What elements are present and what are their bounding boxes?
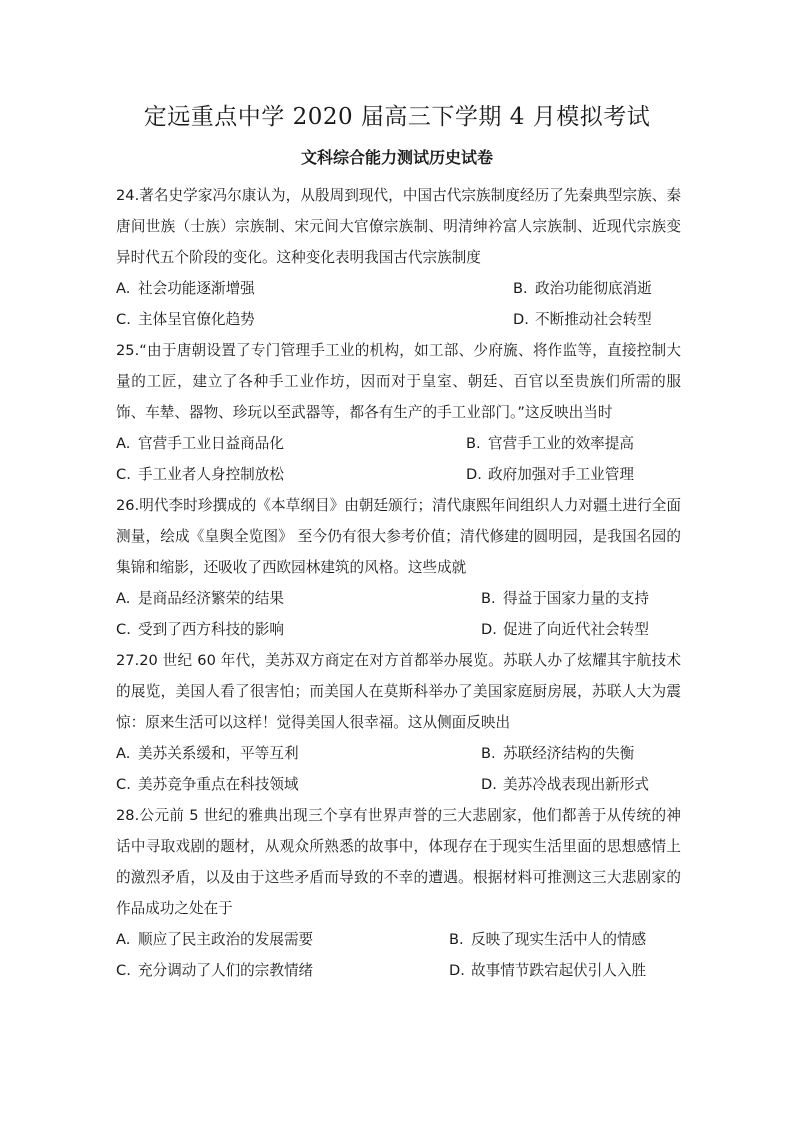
question-list: [116, 180, 681, 986]
option-list: [116, 428, 681, 490]
option-letter: A.: [116, 745, 131, 762]
option-b: [513, 273, 652, 304]
option-text: 反映了现实生活中人的情感: [471, 931, 647, 948]
option-letter: B.: [481, 745, 496, 762]
exam-subtitle: 文科综合能力测试历史试卷: [300, 148, 493, 167]
option-letter: C.: [116, 962, 131, 979]
question-stem: 24.著名史学家冯尔康认为，从殷周到现代，中国古代宗族制度经历了先秦典型宗族、秦唐间世族（士族）宗族制、宋元间大官僚宗族制、明清绅衿富人宗族制、近现代宗族变异时代五个阶段的变化。这种变化表明我国古代宗族制度: [116, 187, 681, 266]
option-letter: C.: [116, 311, 131, 328]
option-a: [116, 924, 313, 955]
option-text: 顺应了民主政治的发展需要: [138, 931, 314, 948]
question-27: [116, 645, 681, 800]
option-text: 美苏竞争重点在科技领域: [138, 776, 299, 793]
option-b: [481, 738, 634, 769]
option-text: 美苏关系缓和，平等互利: [138, 745, 299, 762]
option-d: [513, 304, 652, 335]
option-row: [116, 304, 681, 335]
option-row: [116, 924, 681, 955]
option-a: [116, 738, 299, 769]
option-row: [116, 738, 681, 769]
option-letter: A.: [116, 280, 131, 297]
option-list: [116, 583, 681, 645]
question-25: [116, 335, 681, 490]
option-text: 政府加强对手工业管理: [488, 466, 634, 483]
option-text: 社会功能逐渐增强: [138, 280, 255, 297]
option-b: [466, 428, 634, 459]
option-letter: A.: [116, 435, 131, 452]
option-d: [481, 614, 649, 645]
option-text: 促进了向近代社会转型: [503, 621, 649, 638]
option-text: 苏联经济结构的失衡: [503, 745, 635, 762]
option-d: [466, 459, 634, 490]
option-text: 主体呈官僚化趋势: [138, 311, 255, 328]
option-text: 得益于国家力量的支持: [503, 590, 649, 607]
option-c: [116, 459, 284, 490]
option-letter: A.: [116, 931, 131, 948]
option-text: 官营手工业的效率提高: [488, 435, 634, 452]
option-letter: D.: [481, 776, 497, 793]
option-letter: A.: [116, 590, 131, 607]
option-letter: D.: [513, 311, 529, 328]
option-letter: C.: [116, 776, 131, 793]
option-row: [116, 428, 681, 459]
option-text: 手工业者人身控制放松: [138, 466, 284, 483]
option-text: 官营手工业日益商品化: [138, 435, 284, 452]
option-text: 受到了西方科技的影响: [138, 621, 284, 638]
option-a: [116, 273, 255, 304]
option-letter: C.: [116, 621, 131, 638]
option-letter: B.: [513, 280, 528, 297]
option-a: [116, 428, 284, 459]
option-list: [116, 924, 681, 986]
option-text: 政治功能彻底消逝: [535, 280, 652, 297]
option-text: 美苏冷战表现出新形式: [503, 776, 649, 793]
option-c: [116, 955, 313, 986]
option-letter: B.: [449, 931, 464, 948]
option-list: [116, 273, 681, 335]
option-c: [116, 614, 284, 645]
question-stem: 26.明代李时珍撰成的《本草纲目》由朝廷颁行；清代康熙年间组织人力对疆土进行全面测量，绘成《皇舆全览图》 至今仍有很大参考价值；清代修建的圆明园，是我国名园的集锦和缩影，还吸收了西欧园林建筑的风格。这些成就: [116, 497, 681, 576]
option-row: [116, 583, 681, 614]
question-26: [116, 490, 681, 645]
question-24: [116, 180, 681, 335]
question-28: [116, 800, 681, 986]
option-d: [449, 955, 646, 986]
option-b: [449, 924, 646, 955]
option-text: 不断推动社会转型: [535, 311, 652, 328]
option-list: [116, 738, 681, 800]
option-d: [481, 769, 649, 800]
option-c: [116, 769, 299, 800]
option-row: [116, 955, 681, 986]
option-row: [116, 614, 681, 645]
option-text: 故事情节跌宕起伏引人入胜: [471, 962, 647, 979]
option-letter: D.: [466, 466, 482, 483]
option-letter: D.: [481, 621, 497, 638]
option-a: [116, 583, 284, 614]
option-letter: C.: [116, 466, 131, 483]
option-row: [116, 769, 681, 800]
option-letter: B.: [466, 435, 481, 452]
question-stem: 28.公元前 5 世纪的雅典出现三个享有世界声誉的三大悲剧家，他们都善于从传统的神话中寻取戏剧的题材，从观众所熟悉的故事中，体现存在于现实生活里面的思想感情上的激烈矛盾，以及由于这些矛盾而导致的不幸的遭遇。根据材料可推测这三大悲剧家的作品成功之处在于: [116, 807, 681, 917]
option-text: 是商品经济繁荣的结果: [138, 590, 284, 607]
option-b: [481, 583, 649, 614]
option-row: [116, 273, 681, 304]
option-row: [116, 459, 681, 490]
question-stem: 25.“由于唐朝设置了专门管理手工业的机构，如工部、少府旒、将作监等，直接控制大量的工匠，建立了各种手工业作坊，因而对于皇室、朝廷、百官以至贵族们所需的服饰、车辇、器物、珍玩以至武器等，都各有生产的手工业部门。”这反映出当时: [116, 342, 681, 421]
option-c: [116, 304, 255, 335]
option-letter: D.: [449, 962, 465, 979]
option-text: 充分调动了人们的宗教情绪: [138, 962, 314, 979]
option-letter: B.: [481, 590, 496, 607]
question-stem: 27.20 世纪 60 年代，美苏双方商定在对方首都举办展览。苏联人办了炫耀其宇航技术的展览，美国人看了很害怕；而美国人在莫斯科举办了美国家庭厨房展，苏联人大为震惊：原来生活可以这样！觉得美国人很幸福。这从侧面反映出: [116, 652, 681, 731]
exam-title: 定远重点中学 2020 届高三下学期 4 月模拟考试: [143, 104, 651, 130]
